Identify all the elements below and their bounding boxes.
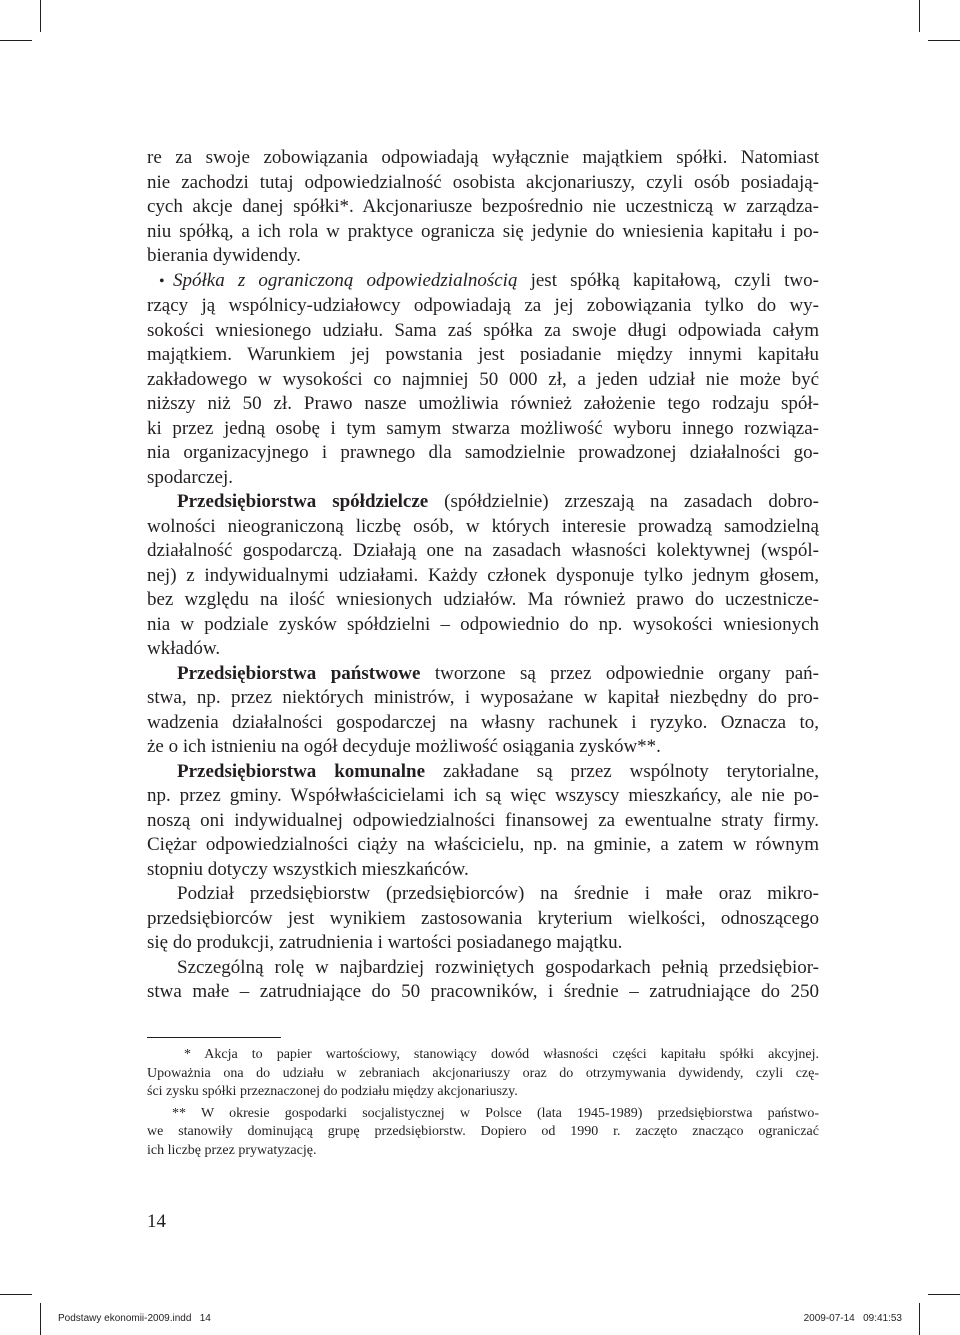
crop-mark-bottom-right-h [928,1294,960,1295]
crop-mark-bottom-left [40,1303,41,1335]
text-line: zakładowego w wysokości co najmniej 50 000 zł, a jeden udział nie może być [147,368,819,390]
text-line: majątkiem. Warunkiem jej powstania jest posiadanie między innymi kapitału [147,344,819,365]
footnote-line: ich liczbę przez prywatyzację. [147,1142,317,1158]
crop-mark-top-left-h [0,40,32,41]
text-line: przedsiębiorców jest wynikiem zastosowania kryterium wielkości, odnoszącego [147,907,819,929]
footnote-line: we stanowiły dominującą grupę przedsiębiorstw. Dopiero od 1990 r. zaczęto znacząco ograniczać [147,1124,819,1139]
text-line: stwa małe – zatrudniające do 50 pracowników, i średnie – zatrudniające do 250 [147,981,819,1002]
crop-mark-top-left [40,0,41,32]
text-line: rzący ją wspólnicy-udziałowcy odpowiadają za jej zobowiązania tylko do wy- [147,295,819,316]
footnote-line: ści zysku spółki przeznaczonej do podziału między akcjonariuszy. [147,1084,518,1099]
text-line: stopniu dotyczy wszystkich mieszkańców. [147,858,469,880]
text-line: wadzenia działalności gospodarczej na własny rachunek i ryzyko. Oznacza to, [147,711,819,733]
text-line: nie zachodzi tutaj odpowiedzialność osobista akcjonariuszy, czyli osób posiadają- [147,171,819,193]
footnote-line: ** W okresie gospodarki socjalistycznej w Polsce (lata 1945-1989) przedsiębiorstwa państwo- [172,1105,819,1121]
text-line: spodarczej. [147,466,233,488]
text-line: działalność gospodarczą. Działają one na zasadach własności kolektywnej (wspól- [147,540,819,561]
crop-mark-bottom-right [919,1303,920,1335]
footnote-line: Upoważnia ona do udziału w zebraniach akcjonariuszy oraz do otrzymywania dywidendy, czyli czę- [147,1065,819,1081]
text-line: się do produkcji, zatrudnienia i wartości posiadanego majątku. [147,932,623,953]
text-line: nej) z indywidualnymi udziałami. Każdy członek dysponuje tylko jednym głosem, [147,564,819,586]
crop-mark-top-right-h [928,40,960,41]
term-komunalne: Przedsiębiorstwa komunalne [177,760,426,782]
text-line: wkładów. [147,638,221,659]
bullet-icon [147,269,173,295]
paragraph-start: Przedsiębiorstwa państwowe tworzone są przez odpowiednie organy pań- [177,662,819,684]
text-line: sokości wniesionego udziału. Sama zaś spółka za swoje długi odpowiada całym [147,319,819,341]
text-line: stwa, np. przez niektórych ministrów, i wyposażane w kapitał niezbędny do pro- [147,687,819,708]
page-number: 14 [147,1211,166,1232]
text-line: bez względu na ilość wniesionych udziałów. Ma również prawo do uczestnicze- [147,589,819,610]
bullet-item: •Spółka z ograniczoną odpowiedzialnością jest spółką kapitałową, czyli two- [147,269,819,295]
text-line: wolności nieograniczoną liczbę osób, w których interesie prowadzą samodzielną [147,515,819,537]
footnote-rule [147,1037,281,1038]
slug-filename: Podstawy ekonomii-2009.indd 14 [58,1313,211,1324]
text-line: cych akcje danej spółki*. Akcjonariusze bezpośrednio nie uczestniczą w zarządza- [147,196,819,217]
term-spoldzielcze: Przedsiębiorstwa spółdzielcze [177,491,429,512]
paragraph-start: Przedsiębiorstwa spółdzielcze (spółdzielnie) zrzeszają na zasadach dobro- [177,491,819,512]
footnotes [147,1046,819,1160]
term-panstwowe: Przedsiębiorstwa państwowe [177,662,421,684]
text-line: noszą oni indywidualnej odpowiedzialności finansowej za ewentualne straty firmy. [147,809,819,831]
text-line: niższy niż 50 zł. Prawo nasze umożliwia również założenie tego rodzaju spół- [147,393,819,414]
paragraph-start: Przedsiębiorstwa komunalne zakładane są przez wspólnoty terytorialne, [177,760,820,782]
text-line: niu spółką, a ich rola w praktyce ogranicza się jedynie do wniesienia kapitału i po- [147,220,819,242]
paragraph-start: Szczególną rolę w najbardziej rozwiniętych gospodarkach pełnią przedsiębior- [177,956,819,978]
text-line: np. przez gminy. Współwłaścicielami ich są więc wszyscy mieszkańcy, ale nie po- [147,785,819,806]
text-line: bierania dywidendy. [147,245,301,266]
text-line: nia organizacyjnego i prawnego dla samodzielnie prowadzonej działalności go- [147,442,819,463]
footnote-line: * Akcja to papier wartościowy, stanowiący dowód własności części kapitału spółki akcyjnej. [184,1047,819,1062]
text-line: nia w podziale zysków spółdzielni – odpowiednio do np. wysokości wniesionych [147,613,819,635]
paragraph-start: Podział przedsiębiorstw (przedsiębiorców) na średnie i małe oraz mikro- [177,883,819,904]
text-line: re za swoje zobowiązania odpowiadają wyłącznie majątkiem spółki. Natomiast [147,147,819,168]
text-line: że o ich istnieniu na ogół decyduje możliwość osiągania zysków**. [147,736,661,757]
crop-mark-top-right [919,0,920,32]
term-sp-z-oo: Spółka z ograniczoną odpowiedzialnością [173,269,518,291]
slug-timestamp: 2009-07-14 09:41:53 [803,1313,902,1324]
text-line: ki przez jedną osobę i tym samym stwarza możliwość wyboru innego rozwiąza- [147,417,819,439]
body-text [147,146,819,1005]
crop-mark-bottom-left-h [0,1294,32,1295]
text-line: Ciężar odpowiedzialności ciąży na właścicielu, np. na gminie, a zatem w równym [147,834,819,855]
